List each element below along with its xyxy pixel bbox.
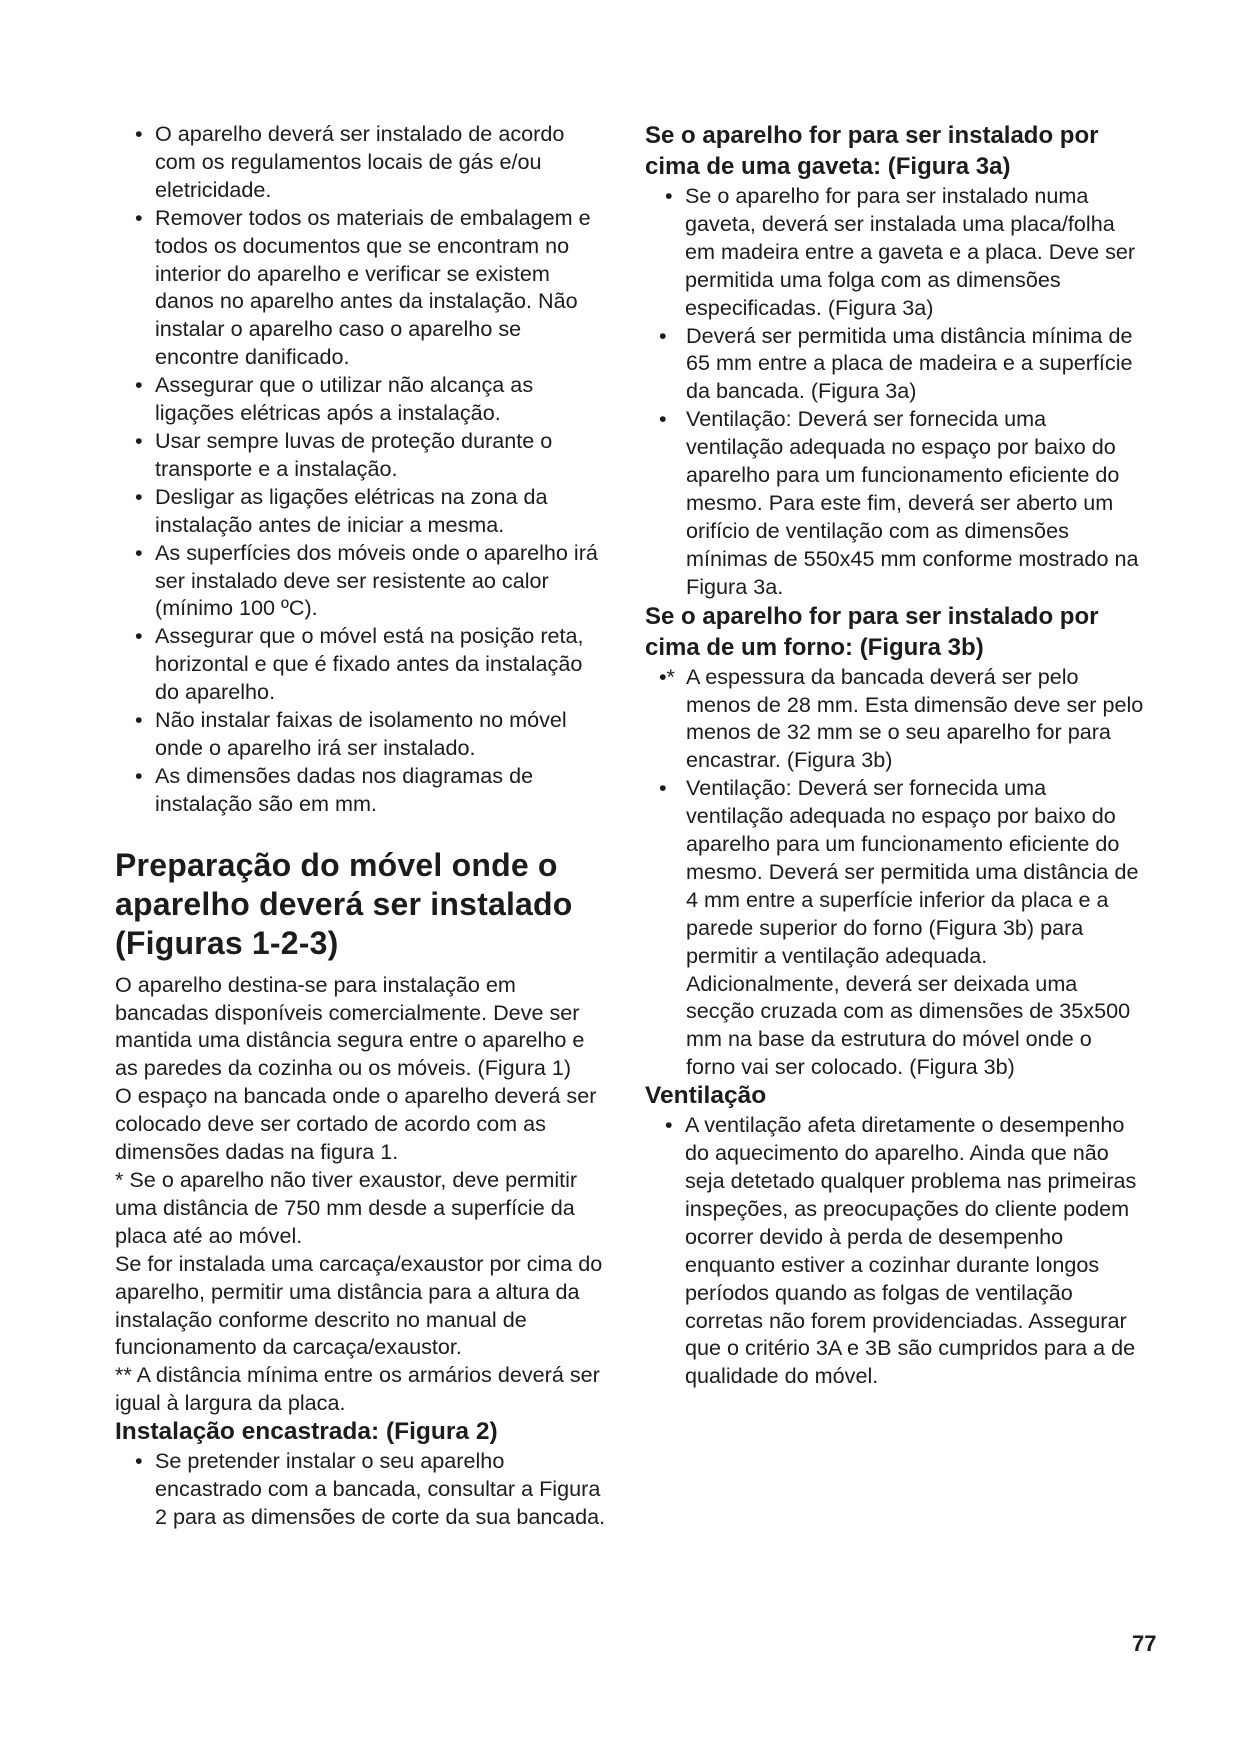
page-number: 77: [1132, 1631, 1157, 1656]
bullet-text: Assegurar que o utilizar não alcança as ligações elétricas após a instalação.: [155, 372, 534, 426]
section-title-ventilation: Ventilação: [645, 1082, 767, 1110]
bullet-text: Desligar as ligações elétricas na zona da instalação antes de iniciar a mesma.: [155, 483, 548, 537]
oven-bullet: [645, 663, 1145, 775]
paragraph: Se for instalada uma carcaça/exaustor por cima do aparelho, permitir uma distância para a altura da instalação conforme descrito no manual de funcionamento da carcaça/exaustor.: [115, 1250, 603, 1360]
bullet-mark: •: [135, 483, 143, 509]
section-title-oven: Se o aparelho for para ser instalado por cima de um forno: (Figura 3b): [645, 602, 1099, 661]
paragraph: O espaço na bancada onde o aparelho deverá ser colocado deve ser cortado de acordo com as dimensões dadas na figura 1.: [115, 1083, 597, 1165]
bullet-text: As dimensões dadas nos diagramas de instalação são em mm.: [155, 762, 534, 816]
install-bullet: [115, 762, 610, 818]
drawer-bullet: [645, 322, 1145, 406]
paragraph: O aparelho destina-se para instalação em bancadas disponíveis comercialmente. Deve ser mantida uma distância segura entre o aparelho e as paredes da cozinha ou os móveis. (Figura 1): [115, 971, 585, 1081]
install-bullet: [115, 483, 610, 539]
bullet-mark: •: [135, 1448, 143, 1474]
bullet-mark: •: [135, 121, 143, 146]
subheading-built-in: Instalação encastrada: (Figura 2): [115, 1418, 498, 1446]
built-in-bullet: [115, 1447, 610, 1531]
left-column: [115, 120, 610, 1531]
ventilation-bullet: [645, 1111, 1145, 1390]
bullet-text: A espessura da bancada deverá ser pelo menos de 28 mm. Esta dimensão deve ser pelo menos de 32 mm se o seu aparelho for para encastrar. (Figura 3b): [686, 663, 1144, 773]
bullet-text: Assegurar que o móvel está na posição reta, horizontal e que é fixado antes da instalação do aparelho.: [155, 623, 584, 705]
bullet-mark: •: [135, 204, 143, 230]
bullet-text: Remover todos os materiais de embalagem e todos os documentos que se encontram no interior do aparelho e verificar se existem danos no aparelho antes da instalação. Não instalar o aparelho caso o aparelho se encontre danificado.: [155, 204, 591, 370]
paragraph: * Se o aparelho não tiver exaustor, deve permitir uma distância de 750 mm desde a superfície da placa até ao móvel.: [115, 1167, 578, 1248]
bullet-text: O aparelho deverá ser instalado de acordo com os regulamentos locais de gás e/ou eletricidade.: [155, 121, 565, 202]
install-bullet: [115, 706, 610, 762]
install-bullet: [115, 120, 610, 204]
install-bullet: [115, 371, 610, 427]
install-bullet: [115, 622, 610, 706]
bullet-mark: •: [135, 539, 143, 565]
section-heading-preparation: Preparação do móvel onde o aparelho deverá ser instalado (Figuras 1-2-3): [115, 846, 573, 961]
bullet-mark: •: [135, 372, 143, 398]
bullet-text: Se o aparelho for para ser instalado numa gaveta, deverá ser instalada uma placa/folha em madeira entre a gaveta e a placa. Deve ser permitida uma folga com as dimensões especificadas. (Figura 3a): [685, 183, 1136, 320]
bullet-mark: •: [659, 406, 667, 432]
drawer-bullet: [645, 405, 1145, 600]
bullet-mark: •: [659, 775, 667, 801]
bullet-mark: •: [665, 183, 673, 208]
bullet-mark: •: [659, 322, 667, 348]
bullet-text: Usar sempre luvas de proteção durante o transporte e a instalação.: [155, 427, 553, 481]
bullet-mark: •: [135, 623, 143, 649]
bullet-mark: •: [135, 427, 143, 453]
bullet-text: Não instalar faixas de isolamento no móvel onde o aparelho irá ser instalado.: [155, 707, 567, 760]
bullet-text: Ventilação: Deverá ser fornecida uma ventilação adequada no espaço por baixo do aparelho para um funcionamento eficiente do mesmo. Para este fim, deverá ser aberto um orifício de ventilação com as dimensões mínimas de 550x45 mm conforme mostrado na Figura 3a.: [686, 406, 1139, 599]
install-bullet: [115, 539, 610, 623]
bullet-text: Se pretender instalar o seu aparelho encastrado com a bancada, consultar a Figura 2 para as dimensões de corte da sua bancada.: [155, 1448, 606, 1529]
oven-bullet: [645, 774, 1145, 1081]
install-bullet: [115, 427, 610, 483]
bullet-text: Deverá ser permitida uma distância mínima de 65 mm entre a placa de madeira e a superfície da bancada. (Figura 3a): [686, 322, 1133, 404]
install-bullet: [115, 204, 610, 371]
bullet-mark: •*: [659, 663, 675, 689]
bullet-text: A ventilação afeta diretamente o desempenho do aquecimento do aparelho. Ainda que não seja detetado qualquer problema nas primeiras inspeções, as preocupações do cliente podem ocorrer devido à perda de desempenho enquanto estiver a cozinhar durante longos períodos quando as folgas de ventilação corretas não forem providenciadas. Assegurar que o critério 3A e 3B são cumpridos para a de qualidade do móvel.: [685, 1112, 1137, 1389]
bullet-mark: •: [135, 762, 143, 788]
right-column: [645, 120, 1145, 1390]
bullet-mark: •: [665, 1112, 673, 1138]
paragraph: ** A distância mínima entre os armários deverá ser igual à largura da placa.: [115, 1362, 600, 1416]
bullet-text: Ventilação: Deverá ser fornecida uma ventilação adequada no espaço por baixo do aparelho para um funcionamento eficiente do mesmo. Deverá ser permitida uma distância de 4 mm entre a superfície inferior da placa e a parede superior do forno (Figura 3b) para permitir a ventilação adequada. Adicionalmente, deverá ser deixada uma secção cruzada com as dimensões de 35x500 mm na base da estrutura do móvel onde o forno vai ser colocado. (Figura 3b): [686, 775, 1139, 1080]
bullet-text: As superfícies dos móveis onde o aparelho irá ser instalado deve ser resistente ao calor (mínimo 100 ºC).: [155, 539, 598, 621]
drawer-bullet: [645, 182, 1145, 322]
bullet-mark: •: [135, 707, 143, 733]
section-title-drawer: Se o aparelho for para ser instalado por cima de uma gaveta: (Figura 3a): [645, 122, 1099, 180]
